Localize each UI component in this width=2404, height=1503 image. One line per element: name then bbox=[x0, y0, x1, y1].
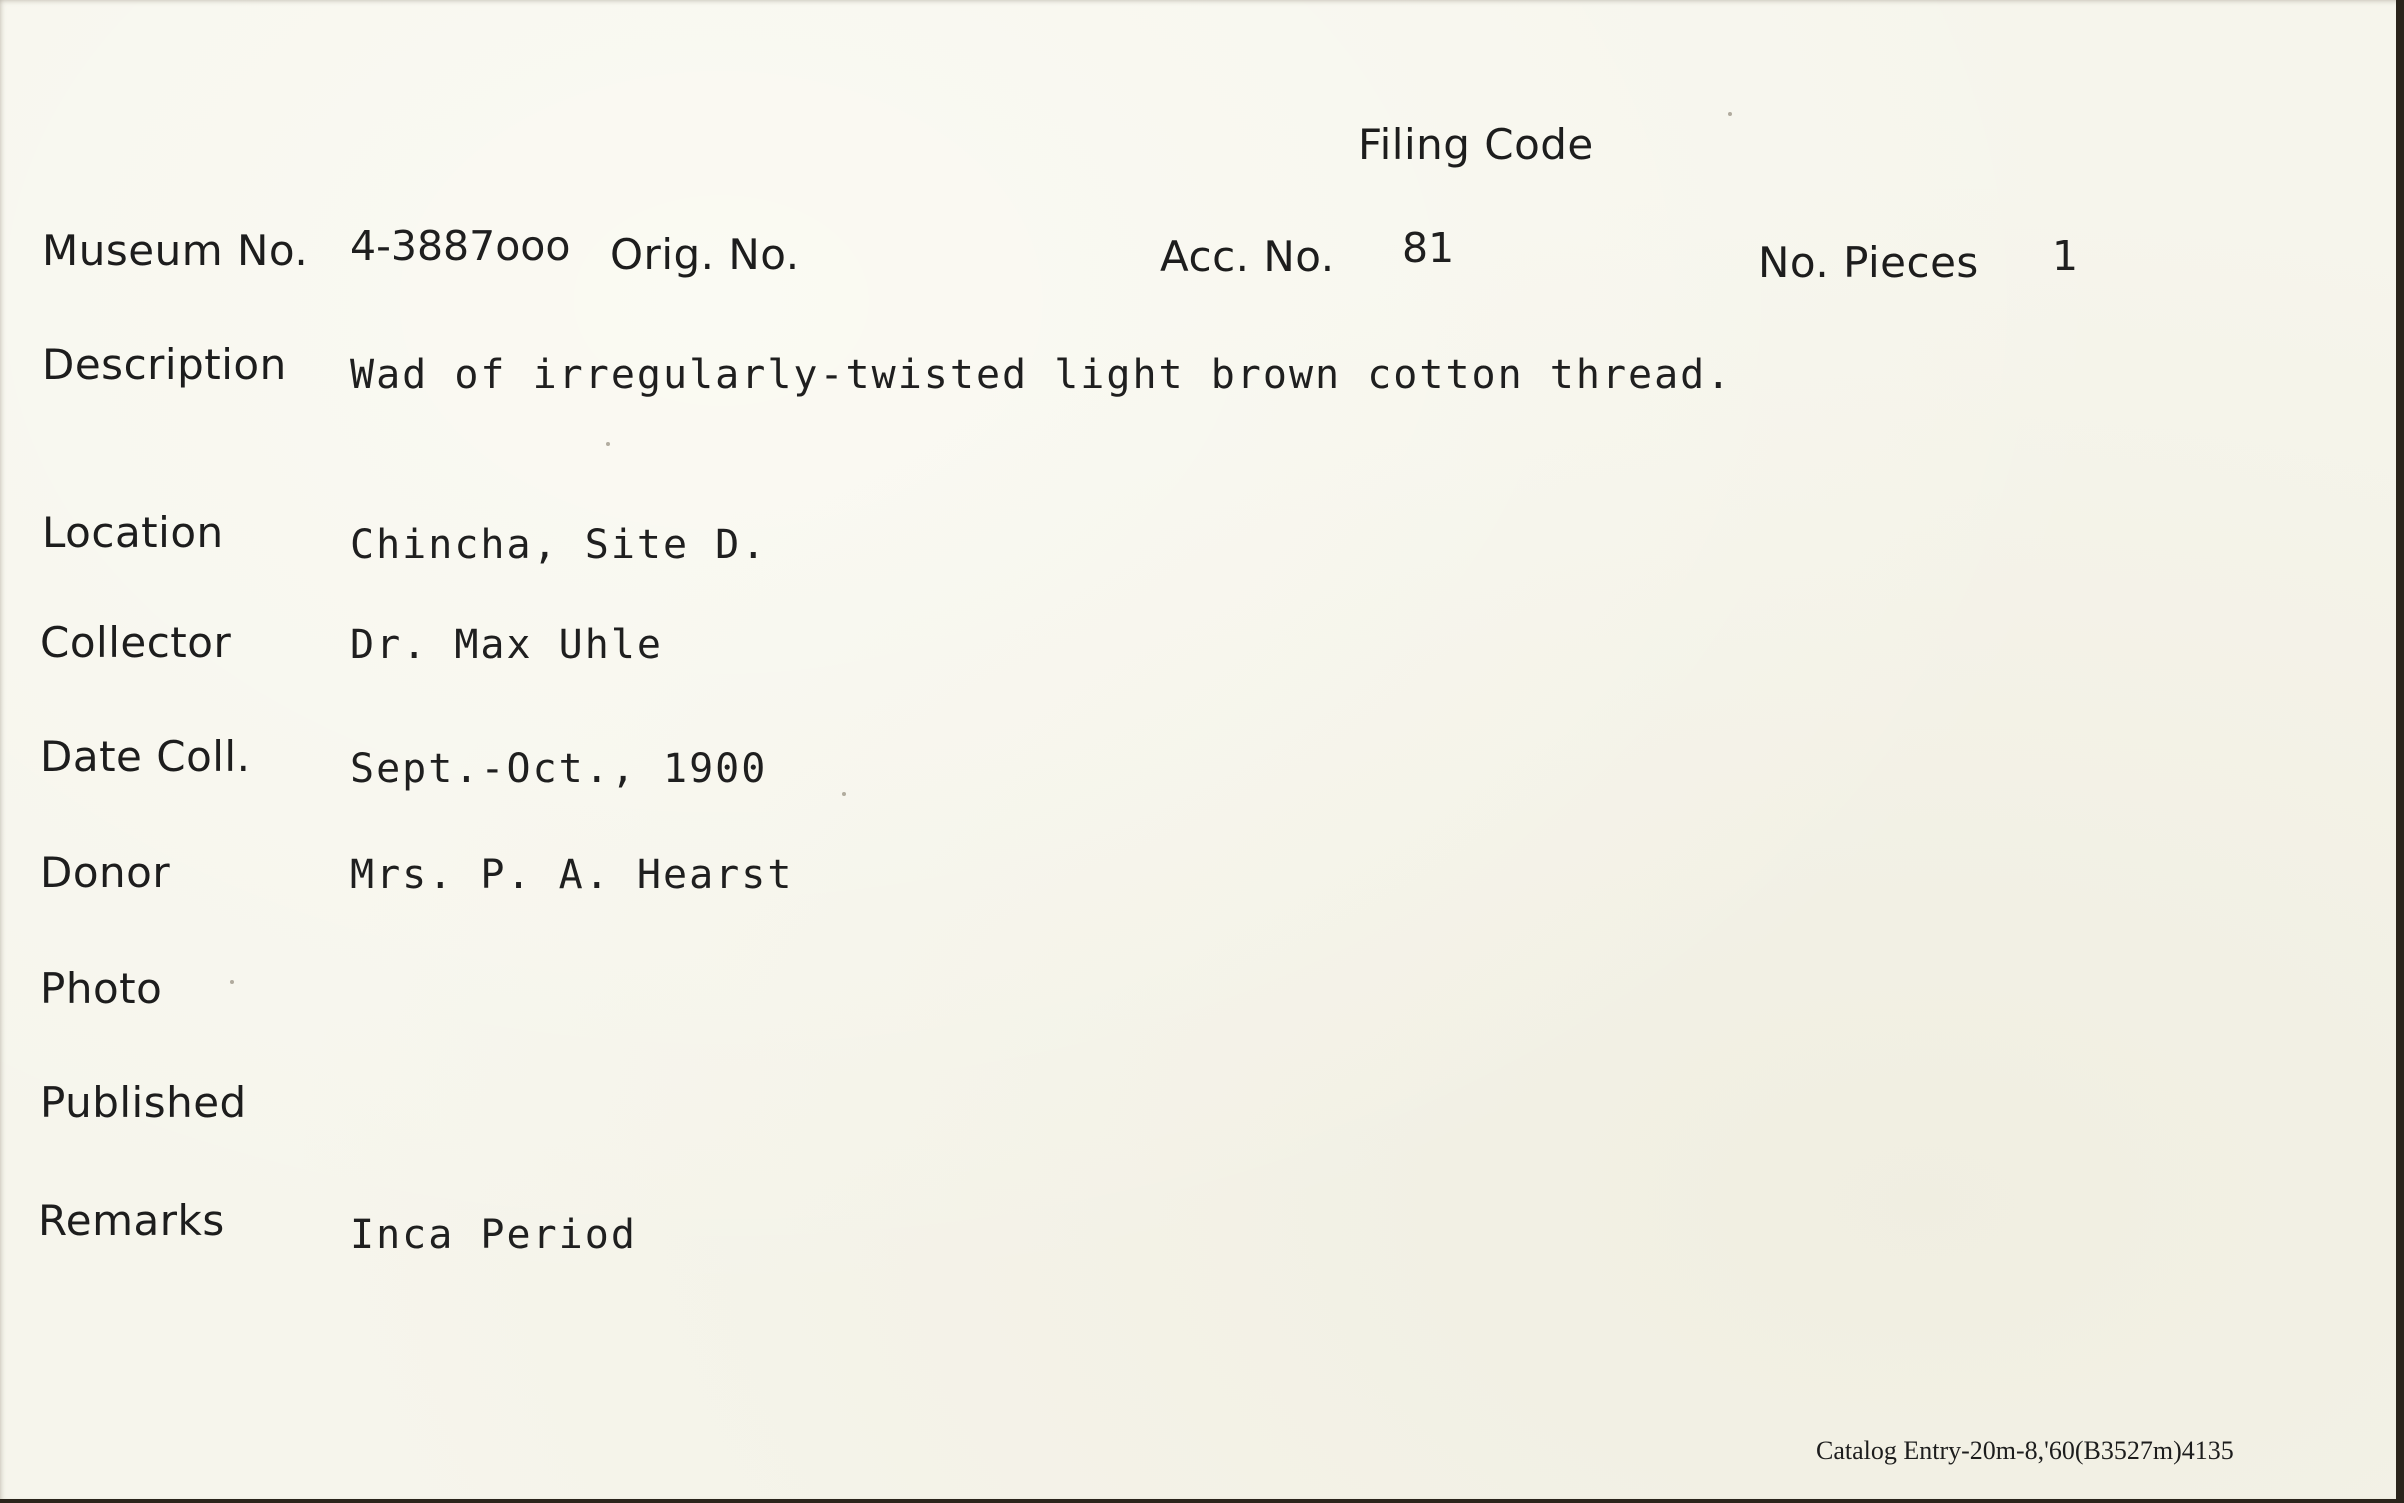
donor-label: Donor bbox=[40, 848, 171, 897]
remarks-value: Inca Period bbox=[350, 1212, 637, 1258]
no-pieces-value: 1 bbox=[2052, 232, 2079, 280]
catalog-entry-footer: Catalog Entry-20m-8,'60(B3527m)4135 bbox=[1816, 1436, 2234, 1465]
museum-no-label: Museum No. bbox=[42, 226, 309, 275]
location-value: Chincha, Site D. bbox=[350, 522, 768, 568]
remarks-label: Remarks bbox=[38, 1196, 225, 1245]
paper-speck bbox=[842, 792, 846, 796]
paper-speck bbox=[1728, 112, 1732, 116]
card-edge-right bbox=[2396, 0, 2404, 1503]
description-value: Wad of irregularly-twisted light brown cotton thread. bbox=[350, 352, 1733, 398]
date-coll-value: Sept.-Oct., 1900 bbox=[350, 746, 768, 792]
location-label: Location bbox=[42, 508, 224, 557]
paper-speck bbox=[230, 980, 234, 984]
no-pieces-label: No. Pieces bbox=[1758, 238, 1979, 287]
description-label: Description bbox=[42, 340, 287, 389]
filing-code-label: Filing Code bbox=[1358, 120, 1594, 169]
donor-value: Mrs. P. A. Hearst bbox=[350, 852, 794, 898]
museum-no-value: 4-3887ooo bbox=[350, 222, 571, 270]
card-edge-bottom bbox=[0, 1499, 2404, 1503]
collector-value: Dr. Max Uhle bbox=[350, 622, 663, 668]
photo-label: Photo bbox=[40, 964, 163, 1013]
acc-no-value: 81 bbox=[1402, 224, 1455, 272]
acc-no-label: Acc. No. bbox=[1160, 232, 1335, 281]
orig-no-label: Orig. No. bbox=[610, 230, 800, 279]
paper-speck bbox=[606, 442, 610, 446]
published-label: Published bbox=[40, 1078, 247, 1127]
collector-label: Collector bbox=[40, 618, 232, 667]
date-coll-label: Date Coll. bbox=[40, 732, 251, 781]
